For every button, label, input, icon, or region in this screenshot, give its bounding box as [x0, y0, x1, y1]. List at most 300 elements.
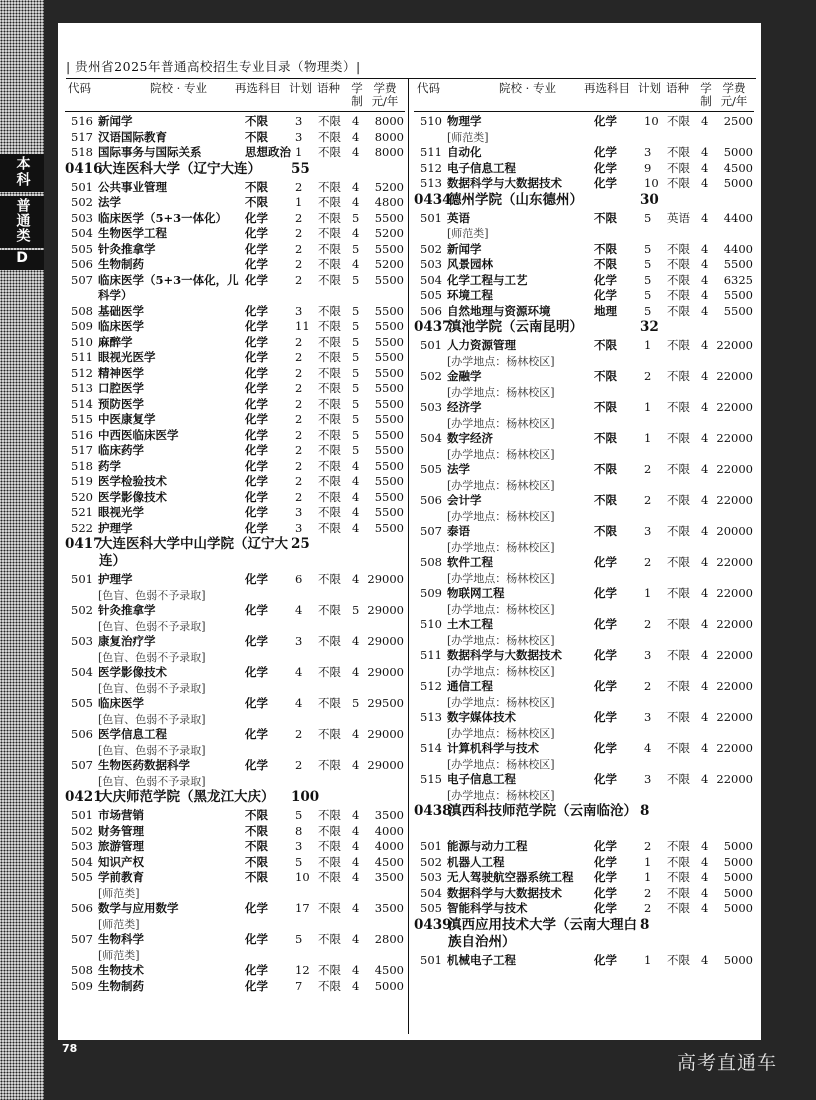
right-column	[414, 79, 754, 968]
tuition-fee: 29000	[367, 665, 404, 679]
school-code: 0434	[414, 191, 452, 208]
major-code: 513	[420, 176, 442, 190]
required-subject: 化学	[245, 758, 268, 772]
school-plan: 8	[640, 916, 650, 933]
major-row	[65, 211, 405, 227]
plan-count: 2	[295, 179, 303, 194]
tuition-fee: 8000	[374, 114, 404, 128]
major-row	[65, 665, 405, 696]
tuition-fee: 2500	[723, 114, 753, 128]
major-name: 土木工程	[447, 617, 493, 631]
required-subject: 化学	[594, 901, 617, 915]
major-row	[65, 979, 405, 995]
school-plan: 100	[291, 789, 320, 805]
major-row	[414, 648, 754, 679]
column-divider	[408, 79, 409, 1034]
required-subject: 化学	[245, 572, 268, 586]
major-row	[414, 901, 754, 917]
major-name: 医学影像技术	[98, 665, 167, 679]
major-name: 风景园林	[447, 257, 493, 271]
major-row	[65, 572, 405, 603]
required-subject: 化学	[594, 160, 617, 175]
required-subject: 化学	[245, 257, 268, 271]
major-name: 护理学	[98, 520, 133, 535]
study-years: 4	[701, 338, 709, 352]
major-row	[65, 273, 405, 304]
column-header	[65, 79, 405, 112]
plan-count: 1	[644, 400, 652, 414]
major-row	[414, 211, 754, 242]
major-code: 506	[71, 901, 93, 915]
required-subject: 不限	[245, 808, 268, 822]
study-years: 4	[701, 679, 709, 693]
language: 不限	[667, 772, 690, 786]
language: 不限	[318, 634, 341, 648]
school-code: 0421	[65, 789, 103, 805]
left-column	[65, 79, 405, 994]
language: 不限	[318, 145, 341, 159]
required-subject: 化学	[245, 901, 268, 915]
language: 不限	[667, 145, 690, 159]
school-name: 大庆师范学院（黑龙江大庆）	[99, 789, 275, 805]
tuition-fee: 4500	[374, 963, 404, 977]
major-code: 503	[71, 839, 93, 853]
study-years: 4	[701, 462, 709, 476]
required-subject: 化学	[245, 520, 268, 535]
major-code: 517	[71, 129, 93, 144]
plan-count: 2	[644, 462, 652, 476]
language: 不限	[318, 179, 341, 194]
study-years: 4	[701, 870, 709, 884]
plan-count: 3	[295, 634, 303, 648]
major-note: [色盲、色弱不予录取]	[98, 774, 206, 788]
required-subject: 不限	[245, 195, 268, 209]
study-years: 4	[701, 586, 709, 600]
language: 不限	[318, 412, 341, 426]
tuition-fee: 29000	[367, 603, 404, 617]
header-name: 院校 · 专业	[150, 81, 207, 95]
header-language: 语种	[666, 81, 689, 95]
language: 英语	[667, 210, 690, 225]
major-row	[414, 679, 754, 710]
plan-count: 3	[295, 505, 303, 519]
major-row	[414, 114, 754, 145]
major-row	[414, 369, 754, 400]
tuition-fee: 5200	[374, 257, 404, 271]
column-header	[414, 79, 754, 112]
plan-count: 2	[644, 617, 652, 631]
required-subject: 化学	[245, 978, 268, 993]
major-name: 针灸推拿学	[98, 241, 156, 256]
major-code: 518	[71, 458, 93, 473]
plan-count: 1	[644, 586, 652, 600]
major-name: 数据科学与大数据技术	[447, 176, 562, 190]
study-years: 5	[352, 319, 360, 333]
language: 不限	[318, 443, 341, 457]
study-years: 4	[701, 710, 709, 724]
study-years: 5	[352, 350, 360, 364]
tuition-fee: 5000	[723, 870, 753, 884]
header-code: 代码	[417, 81, 440, 95]
major-code: 508	[71, 963, 93, 977]
school-plan: 30	[640, 191, 659, 208]
required-subject: 不限	[594, 257, 617, 271]
major-row	[414, 953, 754, 969]
study-years: 5	[352, 381, 360, 395]
major-name: 生物医学工程	[98, 226, 167, 240]
required-subject: 化学	[245, 458, 268, 473]
plan-count: 3	[295, 520, 303, 535]
major-row	[65, 145, 405, 161]
study-years: 4	[352, 901, 360, 915]
plan-count: 5	[644, 303, 652, 318]
major-code: 509	[71, 319, 93, 333]
major-row	[65, 870, 405, 901]
tuition-fee: 5500	[374, 505, 404, 519]
major-row	[65, 242, 405, 258]
plan-count: 3	[295, 114, 303, 128]
tuition-fee: 2800	[374, 932, 404, 946]
tuition-fee: 3500	[374, 808, 404, 822]
major-code: 511	[420, 145, 442, 159]
study-years: 4	[701, 493, 709, 507]
study-years: 4	[352, 932, 360, 946]
language: 不限	[667, 369, 690, 383]
required-subject: 化学	[594, 854, 617, 869]
required-subject: 化学	[245, 963, 268, 977]
major-code: 501	[71, 572, 93, 586]
major-code: 510	[420, 617, 442, 631]
major-name: 物联网工程	[447, 586, 505, 600]
major-name: 自然地理与资源环境	[447, 303, 551, 318]
major-name: 生物医药数据科学	[98, 758, 190, 772]
plan-count: 2	[295, 427, 303, 442]
plan-count: 10	[644, 114, 659, 128]
plan-count: 2	[295, 272, 303, 287]
major-name: 口腔医学	[98, 381, 144, 395]
tuition-fee: 22000	[716, 369, 753, 383]
major-note: [色盲、色弱不予录取]	[98, 650, 206, 664]
language: 不限	[318, 319, 341, 333]
language: 不限	[667, 160, 690, 175]
major-name: 物理学	[447, 114, 482, 128]
major-note: [色盲、色弱不予录取]	[98, 712, 206, 726]
major-name: 电子信息工程	[447, 160, 516, 175]
major-code: 503	[420, 870, 442, 884]
study-years: 4	[701, 210, 709, 225]
major-name: 自动化	[447, 145, 482, 159]
plan-count: 2	[644, 901, 652, 915]
language: 不限	[318, 226, 341, 240]
major-name: 生物技术	[98, 963, 144, 977]
study-years: 4	[352, 257, 360, 271]
tuition-fee: 22000	[716, 431, 753, 445]
study-years: 4	[701, 145, 709, 159]
language: 不限	[318, 758, 341, 772]
page-header: | 贵州省2025年普通高校招生专业目录（物理类）|	[66, 59, 756, 79]
school-heading	[414, 917, 754, 953]
major-code: 501	[71, 179, 93, 194]
tuition-fee: 3500	[374, 870, 404, 884]
school-plan: 8	[640, 803, 650, 819]
study-years: 4	[701, 241, 709, 256]
major-row	[414, 431, 754, 462]
major-row	[65, 855, 405, 871]
major-name: 康复治疗学	[98, 634, 156, 648]
tuition-fee: 8000	[374, 129, 404, 144]
tuition-fee: 5500	[374, 350, 404, 364]
study-years: 5	[352, 272, 360, 287]
tuition-fee: 5500	[374, 381, 404, 395]
major-row	[414, 161, 754, 177]
tuition-fee: 5500	[723, 257, 753, 271]
header-name: 院校 · 专业	[499, 81, 556, 95]
plan-count: 2	[295, 443, 303, 457]
language: 不限	[318, 572, 341, 586]
major-row	[414, 839, 754, 855]
major-code: 506	[420, 493, 442, 507]
major-name: 数学与应用数学	[98, 901, 179, 915]
required-subject: 化学	[594, 114, 617, 128]
language: 不限	[318, 505, 341, 519]
major-note: [办学地点：杨林校区]	[447, 602, 555, 616]
tuition-fee: 5200	[374, 179, 404, 194]
school-plan: 25	[291, 536, 310, 552]
catalog-page	[58, 23, 761, 1040]
major-row	[414, 257, 754, 273]
required-subject: 化学	[245, 727, 268, 741]
major-row	[414, 741, 754, 772]
plan-count: 2	[295, 474, 303, 488]
plan-count: 5	[295, 854, 303, 869]
major-code: 515	[71, 412, 93, 426]
major-code: 512	[71, 365, 93, 380]
required-subject: 化学	[594, 870, 617, 884]
major-row	[414, 617, 754, 648]
school-plan: 32	[640, 319, 659, 335]
major-row	[65, 366, 405, 382]
side-tab-letter: D	[0, 250, 44, 270]
side-tab-general: 普通类	[0, 196, 44, 248]
study-years: 4	[701, 176, 709, 190]
major-row	[414, 145, 754, 161]
tuition-fee: 4500	[374, 854, 404, 869]
major-row	[65, 474, 405, 490]
major-name: 电子信息工程	[447, 772, 516, 786]
plan-count: 2	[295, 257, 303, 271]
tuition-fee: 5500	[374, 241, 404, 256]
required-subject: 不限	[594, 241, 617, 256]
major-row	[65, 459, 405, 475]
major-name: 临床医学（5+3一体化，儿科学）	[98, 272, 239, 302]
tuition-fee: 6325	[723, 272, 753, 287]
major-note: [色盲、色弱不予录取]	[98, 743, 206, 757]
tuition-fee: 5500	[374, 474, 404, 488]
major-name: 数字经济	[447, 431, 493, 445]
major-note: [师范类]	[98, 917, 140, 931]
tuition-fee: 5000	[723, 885, 753, 900]
major-row	[65, 180, 405, 196]
plan-count: 3	[644, 145, 652, 159]
major-name: 通信工程	[447, 679, 493, 693]
language: 不限	[318, 665, 341, 679]
major-row	[414, 493, 754, 524]
tuition-fee: 5500	[374, 365, 404, 380]
major-note: [色盲、色弱不予录取]	[98, 619, 206, 633]
major-note: [办学地点：杨林校区]	[447, 695, 555, 709]
major-name: 生物科学	[98, 932, 144, 946]
plan-count: 2	[644, 555, 652, 569]
language: 不限	[667, 952, 690, 967]
language: 不限	[318, 210, 341, 225]
language: 不限	[318, 272, 341, 287]
major-code: 508	[71, 303, 93, 318]
tuition-fee: 3500	[374, 901, 404, 915]
required-subject: 化学	[245, 319, 268, 333]
major-note: [师范类]	[447, 227, 489, 240]
major-code: 506	[71, 257, 93, 271]
major-name: 眼视光学	[98, 505, 144, 519]
tuition-fee: 4500	[723, 160, 753, 175]
major-code: 507	[71, 932, 93, 946]
major-row	[414, 870, 754, 886]
tuition-fee: 22000	[716, 555, 753, 569]
side-tab-undergraduate: 本科	[0, 154, 44, 192]
language: 不限	[318, 257, 341, 271]
tuition-fee: 5500	[374, 303, 404, 318]
plan-count: 4	[644, 741, 652, 755]
major-row	[65, 521, 405, 537]
plan-count: 2	[295, 210, 303, 225]
study-years: 5	[352, 696, 360, 710]
major-name: 临床医学	[98, 696, 144, 710]
language: 不限	[667, 586, 690, 600]
plan-count: 6	[295, 572, 303, 586]
language: 不限	[667, 462, 690, 476]
study-years: 4	[352, 727, 360, 741]
study-years: 4	[352, 823, 360, 838]
required-subject: 化学	[245, 396, 268, 411]
required-subject: 化学	[245, 350, 268, 364]
major-code: 504	[71, 226, 93, 240]
major-name: 生物制药	[98, 978, 144, 993]
required-subject: 化学	[245, 443, 268, 457]
major-code: 503	[420, 400, 442, 414]
study-years: 4	[701, 524, 709, 538]
study-years: 4	[352, 978, 360, 993]
language: 不限	[318, 839, 341, 853]
major-name: 法学	[447, 462, 470, 476]
required-subject: 化学	[594, 885, 617, 900]
required-subject: 化学	[594, 272, 617, 287]
major-name: 中医康复学	[98, 412, 156, 426]
header-plan: 计划	[289, 81, 312, 95]
major-code: 513	[71, 381, 93, 395]
major-code: 502	[71, 823, 93, 838]
language: 不限	[318, 696, 341, 710]
language: 不限	[318, 901, 341, 915]
language: 不限	[318, 978, 341, 993]
tuition-fee: 5500	[374, 334, 404, 349]
tuition-fee: 5000	[723, 145, 753, 159]
language: 不限	[667, 839, 690, 853]
major-note: [办学地点：杨林校区]	[447, 385, 555, 399]
tuition-fee: 5000	[723, 839, 753, 853]
major-row	[65, 257, 405, 273]
major-code: 522	[71, 520, 93, 535]
tuition-fee: 5500	[374, 412, 404, 426]
plan-count: 2	[295, 350, 303, 364]
school-heading	[414, 319, 754, 338]
required-subject: 化学	[594, 952, 617, 967]
language: 不限	[667, 431, 690, 445]
plan-count: 2	[295, 241, 303, 256]
plan-count: 1	[644, 431, 652, 445]
major-name: 数据科学与大数据技术	[447, 648, 562, 662]
major-code: 510	[420, 114, 442, 128]
plan-count: 11	[295, 319, 310, 333]
required-subject: 化学	[245, 489, 268, 504]
study-years: 5	[352, 365, 360, 380]
study-years: 4	[352, 505, 360, 519]
plan-count: 2	[644, 885, 652, 900]
major-note: [办学地点：杨林校区]	[447, 354, 555, 368]
major-code: 503	[420, 257, 442, 271]
major-code: 502	[420, 854, 442, 869]
school-heading	[414, 192, 754, 211]
major-row	[65, 727, 405, 758]
major-row	[65, 808, 405, 824]
major-note: [办学地点：杨林校区]	[447, 664, 555, 678]
major-name: 精神医学	[98, 365, 144, 380]
language: 不限	[667, 710, 690, 724]
major-name: 化学工程与工艺	[447, 272, 528, 287]
language: 不限	[318, 350, 341, 364]
language: 不限	[667, 555, 690, 569]
major-row	[65, 114, 405, 130]
study-years: 4	[701, 741, 709, 755]
major-name: 机械电子工程	[447, 952, 516, 967]
language: 不限	[318, 381, 341, 395]
language: 不限	[318, 114, 341, 128]
school-heading	[65, 161, 405, 180]
school-name: 大连医科大学中山学院（辽宁大连）	[99, 536, 288, 569]
study-years: 4	[352, 572, 360, 586]
study-years: 4	[352, 870, 360, 884]
language: 不限	[667, 400, 690, 414]
plan-count: 5	[295, 808, 303, 822]
tuition-fee: 22000	[716, 586, 753, 600]
major-code: 516	[71, 114, 93, 128]
header-subject: 再选科目	[584, 81, 630, 95]
required-subject: 化学	[245, 696, 268, 710]
major-name: 国际事务与国际关系	[98, 145, 202, 159]
major-row	[414, 400, 754, 431]
required-subject: 不限	[245, 823, 268, 838]
language: 不限	[667, 741, 690, 755]
major-name: 法学	[98, 195, 121, 209]
tuition-fee: 5000	[723, 854, 753, 869]
study-years: 4	[701, 648, 709, 662]
language: 不限	[318, 303, 341, 318]
header-plan: 计划	[638, 81, 661, 95]
school-heading	[414, 803, 754, 839]
language: 不限	[667, 303, 690, 318]
plan-count: 2	[295, 381, 303, 395]
language: 不限	[667, 114, 690, 128]
tuition-fee: 22000	[716, 493, 753, 507]
language: 不限	[667, 338, 690, 352]
